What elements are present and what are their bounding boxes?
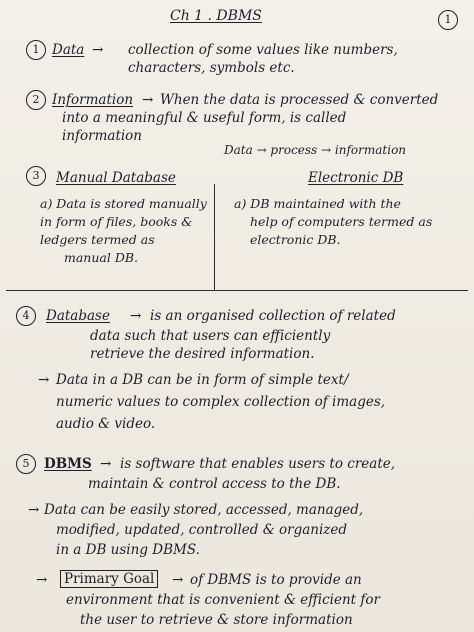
section-5-line-5: in a DB using DBMS. xyxy=(56,542,200,558)
arrow-icon: → xyxy=(36,572,48,588)
section-4-line-6: audio & video. xyxy=(56,416,156,432)
arrow-icon: → xyxy=(142,92,154,108)
section-2-line-1: When the data is processed & converted xyxy=(160,92,439,108)
manual-db-line-3: ledgers termed as xyxy=(40,232,155,247)
arrow-icon: → xyxy=(38,372,50,388)
divider-line xyxy=(6,290,468,291)
section-3-right-heading: Electronic DB xyxy=(308,170,404,186)
section-4-line-4: Data in a DB can be in form of simple text/ xyxy=(56,372,349,388)
arrow-icon: → xyxy=(130,308,142,324)
section-4-number: 4 xyxy=(16,306,36,326)
section-2-line-3: information xyxy=(62,128,143,144)
section-2-line-2: into a meaningful & useful form, is called xyxy=(62,110,347,126)
primary-goal-label: Primary Goal xyxy=(60,570,158,588)
section-2-term: Information xyxy=(52,92,134,108)
electronic-db-line-2: help of computers termed as xyxy=(250,214,433,229)
section-1-number: 1 xyxy=(26,40,46,60)
primary-goal-line-3: the user to retrieve & store information xyxy=(80,612,353,628)
section-1-line-1: collection of some values like numbers, xyxy=(128,42,398,58)
section-1-term: Data xyxy=(52,42,85,58)
electronic-db-line-3: electronic DB. xyxy=(250,232,341,247)
arrow-icon: → xyxy=(92,42,104,58)
electronic-db-line-1: a) DB maintained with the xyxy=(234,196,401,211)
section-5-term: DBMS xyxy=(44,456,92,472)
arrow-icon: → xyxy=(28,502,40,518)
section-5-number: 5 xyxy=(16,454,36,474)
page-number-badge: 1 xyxy=(438,10,458,30)
section-1-line-2: characters, symbols etc. xyxy=(128,60,295,76)
section-3-number: 3 xyxy=(26,166,46,186)
section-5-line-1: is software that enables users to create, xyxy=(120,456,396,472)
section-5-line-2: maintain & control access to the DB. xyxy=(88,476,341,492)
section-4-term: Database xyxy=(46,308,110,324)
page-title: Ch 1 . DBMS xyxy=(170,8,262,24)
arrow-icon: → xyxy=(172,572,184,588)
section-4-line-2: data such that users can efficiently xyxy=(90,328,331,344)
section-5-line-3: Data can be easily stored, accessed, managed, xyxy=(44,502,364,518)
section-5-line-4: modified, updated, controlled & organized xyxy=(56,522,348,538)
primary-goal-line-1: of DBMS is to provide an xyxy=(190,572,362,588)
column-divider xyxy=(214,184,215,290)
section-4-line-3: retrieve the desired information. xyxy=(90,346,315,362)
section-2-flow: Data → process → information xyxy=(224,143,407,157)
section-3-left-heading: Manual Database xyxy=(56,170,176,186)
section-2-number: 2 xyxy=(26,90,46,110)
primary-goal-line-2: environment that is convenient & efficient for xyxy=(66,592,380,608)
manual-db-line-2: in form of files, books & xyxy=(40,214,193,229)
section-4-line-5: numeric values to complex collection of images, xyxy=(56,394,386,410)
manual-db-line-4: manual DB. xyxy=(64,250,139,265)
section-4-line-1: is an organised collection of related xyxy=(150,308,396,324)
manual-db-line-1: a) Data is stored manually xyxy=(40,196,207,211)
arrow-icon: → xyxy=(100,456,112,472)
